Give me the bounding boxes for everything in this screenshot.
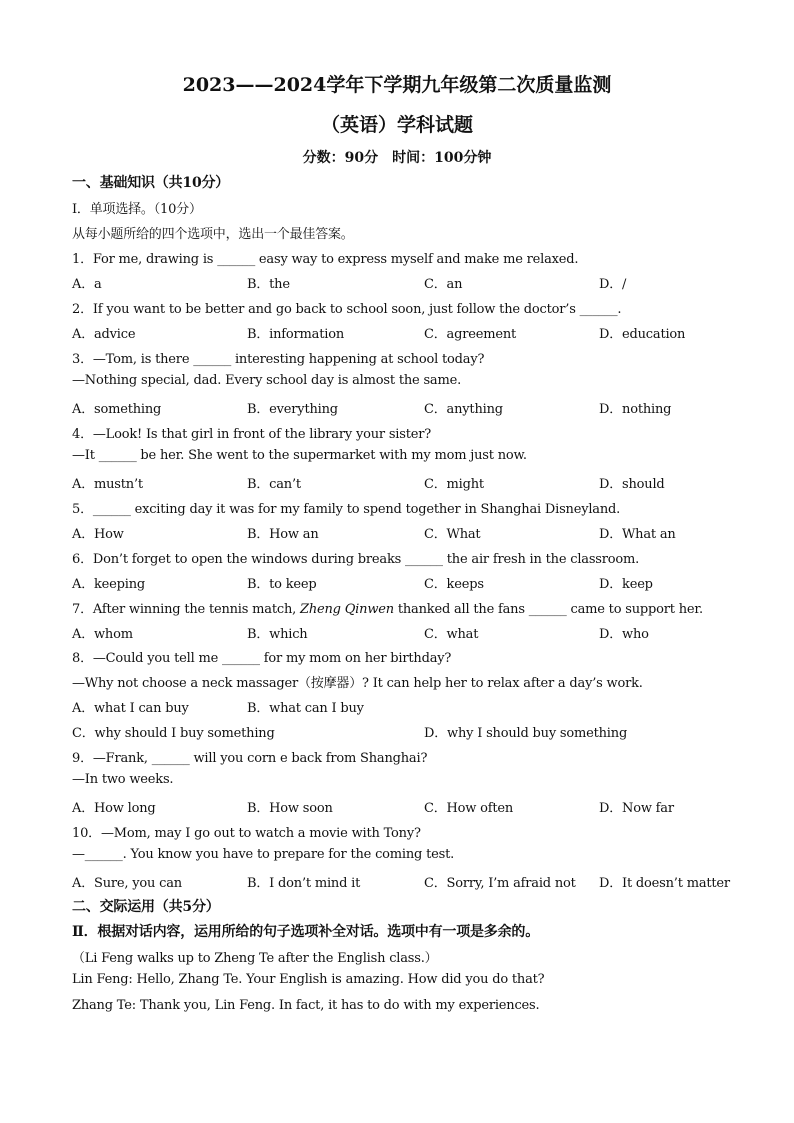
question-stem: 2．If you want to be better and go back to school soon, just follow the doctor’s ______. (72, 302, 622, 317)
question-reply: —______. You know you have to prepare for the coming test. (72, 847, 455, 862)
option-a: A．mustn’t (72, 477, 143, 492)
question-reply: —It ______ be her. She went to the supermarket with my mom just now. (72, 448, 527, 463)
question-stem: 4．—Look! Is that girl in front of the library your sister? (72, 427, 432, 442)
question-stem: 6．Don’t forget to open the windows during breaks ______ the air fresh in the classroom. (72, 552, 640, 567)
option-c: C．what (424, 627, 479, 642)
question-stem: 10．—Mom, may I go out to watch a movie with Tony? (72, 826, 421, 841)
question-reply: —In two weeks. (72, 772, 174, 787)
option-b: B．How an (247, 527, 319, 542)
option-d: D．who (599, 627, 649, 642)
option-c: C．why should I buy something (72, 726, 275, 741)
stem-part: 7．After winning the tennis match, (72, 602, 300, 617)
option-b: B．to keep (247, 577, 317, 592)
option-b: B．what can I buy (247, 701, 364, 716)
option-c: C．might (424, 477, 484, 492)
option-b: B．which (247, 627, 308, 642)
option-b: B．everything (247, 402, 338, 417)
question-stem (72, 598, 703, 617)
option-d: D．What an (599, 527, 676, 542)
option-d: D．nothing (599, 402, 672, 417)
exam-subtitle: （英语）学科试题 (320, 114, 473, 136)
athlete-name: Zheng Qinwen (300, 602, 394, 617)
instruction: 从每小题所给的四个选项中，选出一个最佳答案。 (72, 227, 354, 242)
section1-heading: 一、基础知识（共10分） (72, 175, 230, 191)
dialogue-line: Lin Feng: Hello, Zhang Te. Your English is amazing. How did you do that? (72, 972, 545, 987)
option-a: A．a (72, 277, 102, 292)
option-c: C．an (424, 277, 463, 292)
question-stem: 9．—Frank, ______ will you corn e back from Shanghai? (72, 751, 428, 766)
question-reply: —Nothing special, dad. Every school day is almost the same. (72, 373, 462, 388)
option-a: A．what I can buy (72, 701, 189, 716)
option-b: B．How soon (247, 801, 333, 816)
question-stem: 8．—Could you tell me ______ for my mom on her birthday? (72, 651, 452, 666)
option-d: D．It doesn’t matter (599, 876, 730, 891)
score-time: 分数：90分 时间：100分钟 (302, 150, 492, 166)
option-c: C．anything (424, 402, 503, 417)
dialogue-context: （Li Feng walks up to Zheng Te after the English class.） (72, 951, 438, 966)
option-d: D．should (599, 477, 665, 492)
option-a: A．How (72, 527, 124, 542)
option-d: D．keep (599, 577, 653, 592)
option-c: C．agreement (424, 327, 517, 342)
option-b: B．the (247, 277, 290, 292)
question-reply: —Why not choose a neck massager（按摩器）? It can help her to relax after a day’s work. (72, 676, 643, 691)
option-c: C．keeps (424, 577, 484, 592)
option-d: D．/ (599, 277, 627, 292)
part2-heading: Ⅱ．根据对话内容，运用所给的句子选项补全对话。选项中有一项是多余的。 (72, 924, 539, 940)
dialogue-line: Zhang Te: Thank you, Lin Feng. In fact, it has to do with my experiences. (72, 998, 540, 1013)
option-a: A．keeping (72, 577, 146, 592)
option-b: B．I don’t mind it (247, 876, 361, 891)
question-stem: 5．______ exciting day it was for my family to spend together in Shanghai Disneyland. (72, 502, 621, 517)
option-a: A．How long (72, 801, 156, 816)
option-a: A．something (72, 402, 162, 417)
option-a: A．advice (72, 327, 136, 342)
option-c: C．Sorry, I’m afraid not (424, 876, 576, 891)
question-stem: 3．—Tom, is there ______ interesting happening at school today? (72, 352, 485, 367)
option-d: D．Now far (599, 801, 674, 816)
stem-part: thanked all the fans ______ came to support her. (393, 602, 703, 617)
section2-heading: 二、交际运用（共5分） (72, 899, 220, 915)
option-c: C．How often (424, 801, 514, 816)
option-d: D．education (599, 327, 686, 342)
option-b: B．can’t (247, 477, 301, 492)
option-a: A．Sure, you can (72, 876, 182, 891)
option-b: B．information (247, 327, 344, 342)
part1-heading: Ⅰ．单项选择。（10分） (72, 202, 202, 217)
option-c: C．What (424, 527, 481, 542)
option-d: D．why I should buy something (424, 726, 628, 741)
exam-title: 2023——2024学年下学期九年级第二次质量监测 (182, 74, 612, 96)
option-a: A．whom (72, 627, 133, 642)
question-stem: 1．For me, drawing is ______ easy way to express myself and make me relaxed. (72, 252, 579, 267)
